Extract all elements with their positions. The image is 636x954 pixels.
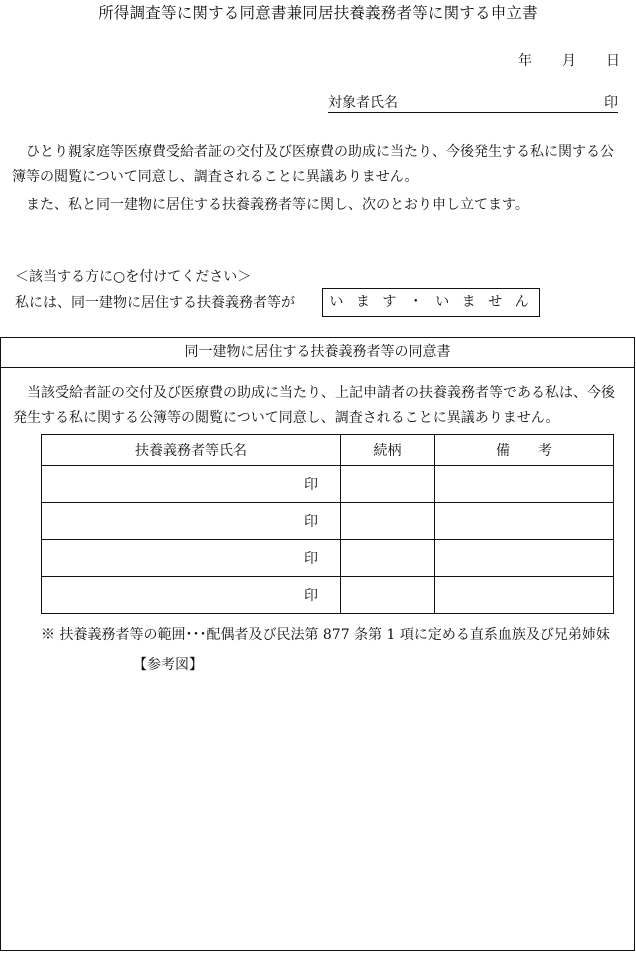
date-line — [0, 50, 636, 70]
remarks-cell[interactable] — [435, 577, 614, 614]
remarks-cell[interactable] — [435, 540, 614, 577]
remarks-cell[interactable] — [435, 503, 614, 540]
relation-cell[interactable] — [341, 540, 435, 577]
declaration-paragraph: また、私と同一建物に居住する扶養義務者等に関し、次のとおり申し立てます。 — [26, 197, 529, 213]
applicant-name-label: 対象者氏名 — [328, 95, 398, 111]
dependent-table — [41, 434, 614, 614]
remarks-cell[interactable] — [435, 466, 614, 503]
date-year: 年 — [518, 53, 532, 69]
dependent-name-cell[interactable]: 印 — [42, 466, 341, 503]
dependent-name-cell[interactable]: 印 — [42, 503, 341, 540]
header-relation: 続柄 — [341, 435, 435, 466]
instruction-text: ＜該当する方に○を付けてください＞ — [15, 269, 252, 285]
dependent-name-cell[interactable]: 印 — [42, 577, 341, 614]
table-header-row — [42, 435, 614, 466]
table-row — [42, 466, 614, 503]
choice-label: 私には、同一建物に居住する扶養義務者等が — [15, 295, 295, 311]
relation-cell[interactable] — [341, 577, 435, 614]
reference-diagram-label: 【参考図】 — [133, 657, 203, 673]
relation-cell[interactable] — [341, 503, 435, 540]
dependent-scope-note: ※ 扶養義務者等の範囲･･･配偶者及び民法第 877 条第 1 項に定める直系血族及び兄弟姉妹 — [41, 627, 610, 643]
dependent-consent-section — [0, 337, 635, 951]
table-row — [42, 577, 614, 614]
cohabitation-choice-box[interactable]: い ま す ・ い ま せ ん — [322, 288, 540, 317]
header-name: 扶養義務者等氏名 — [42, 435, 341, 466]
date-month: 月 — [562, 53, 576, 69]
consent-section-body: 当該受給者証の交付及び医療費の助成に当たり、上記申請者の扶養義務者等である私は、今後発生する私に関する公簿等の閲覧について同意し、調査されることに異議ありません。 — [13, 385, 615, 426]
applicant-seal: 印 — [604, 95, 618, 111]
applicant-name-field[interactable] — [328, 92, 618, 113]
table-row — [42, 540, 614, 577]
header-remarks: 備 考 — [435, 435, 614, 466]
table-row — [42, 503, 614, 540]
consent-section-title: 同一建物に居住する扶養義務者等の同意書 — [1, 338, 634, 368]
consent-paragraph: ひとり親家庭等医療費受給者証の交付及び医療費の助成に当たり、今後発生する私に関する公簿等の閲覧について同意し、調査されることに異議ありません。 — [12, 144, 614, 185]
dependent-name-cell[interactable]: 印 — [42, 540, 341, 577]
relation-cell[interactable] — [341, 466, 435, 503]
document-title: 所得調査等に関する同意書兼同居扶養義務者等に関する申立書 — [98, 4, 538, 22]
date-day: 日 — [606, 53, 620, 69]
